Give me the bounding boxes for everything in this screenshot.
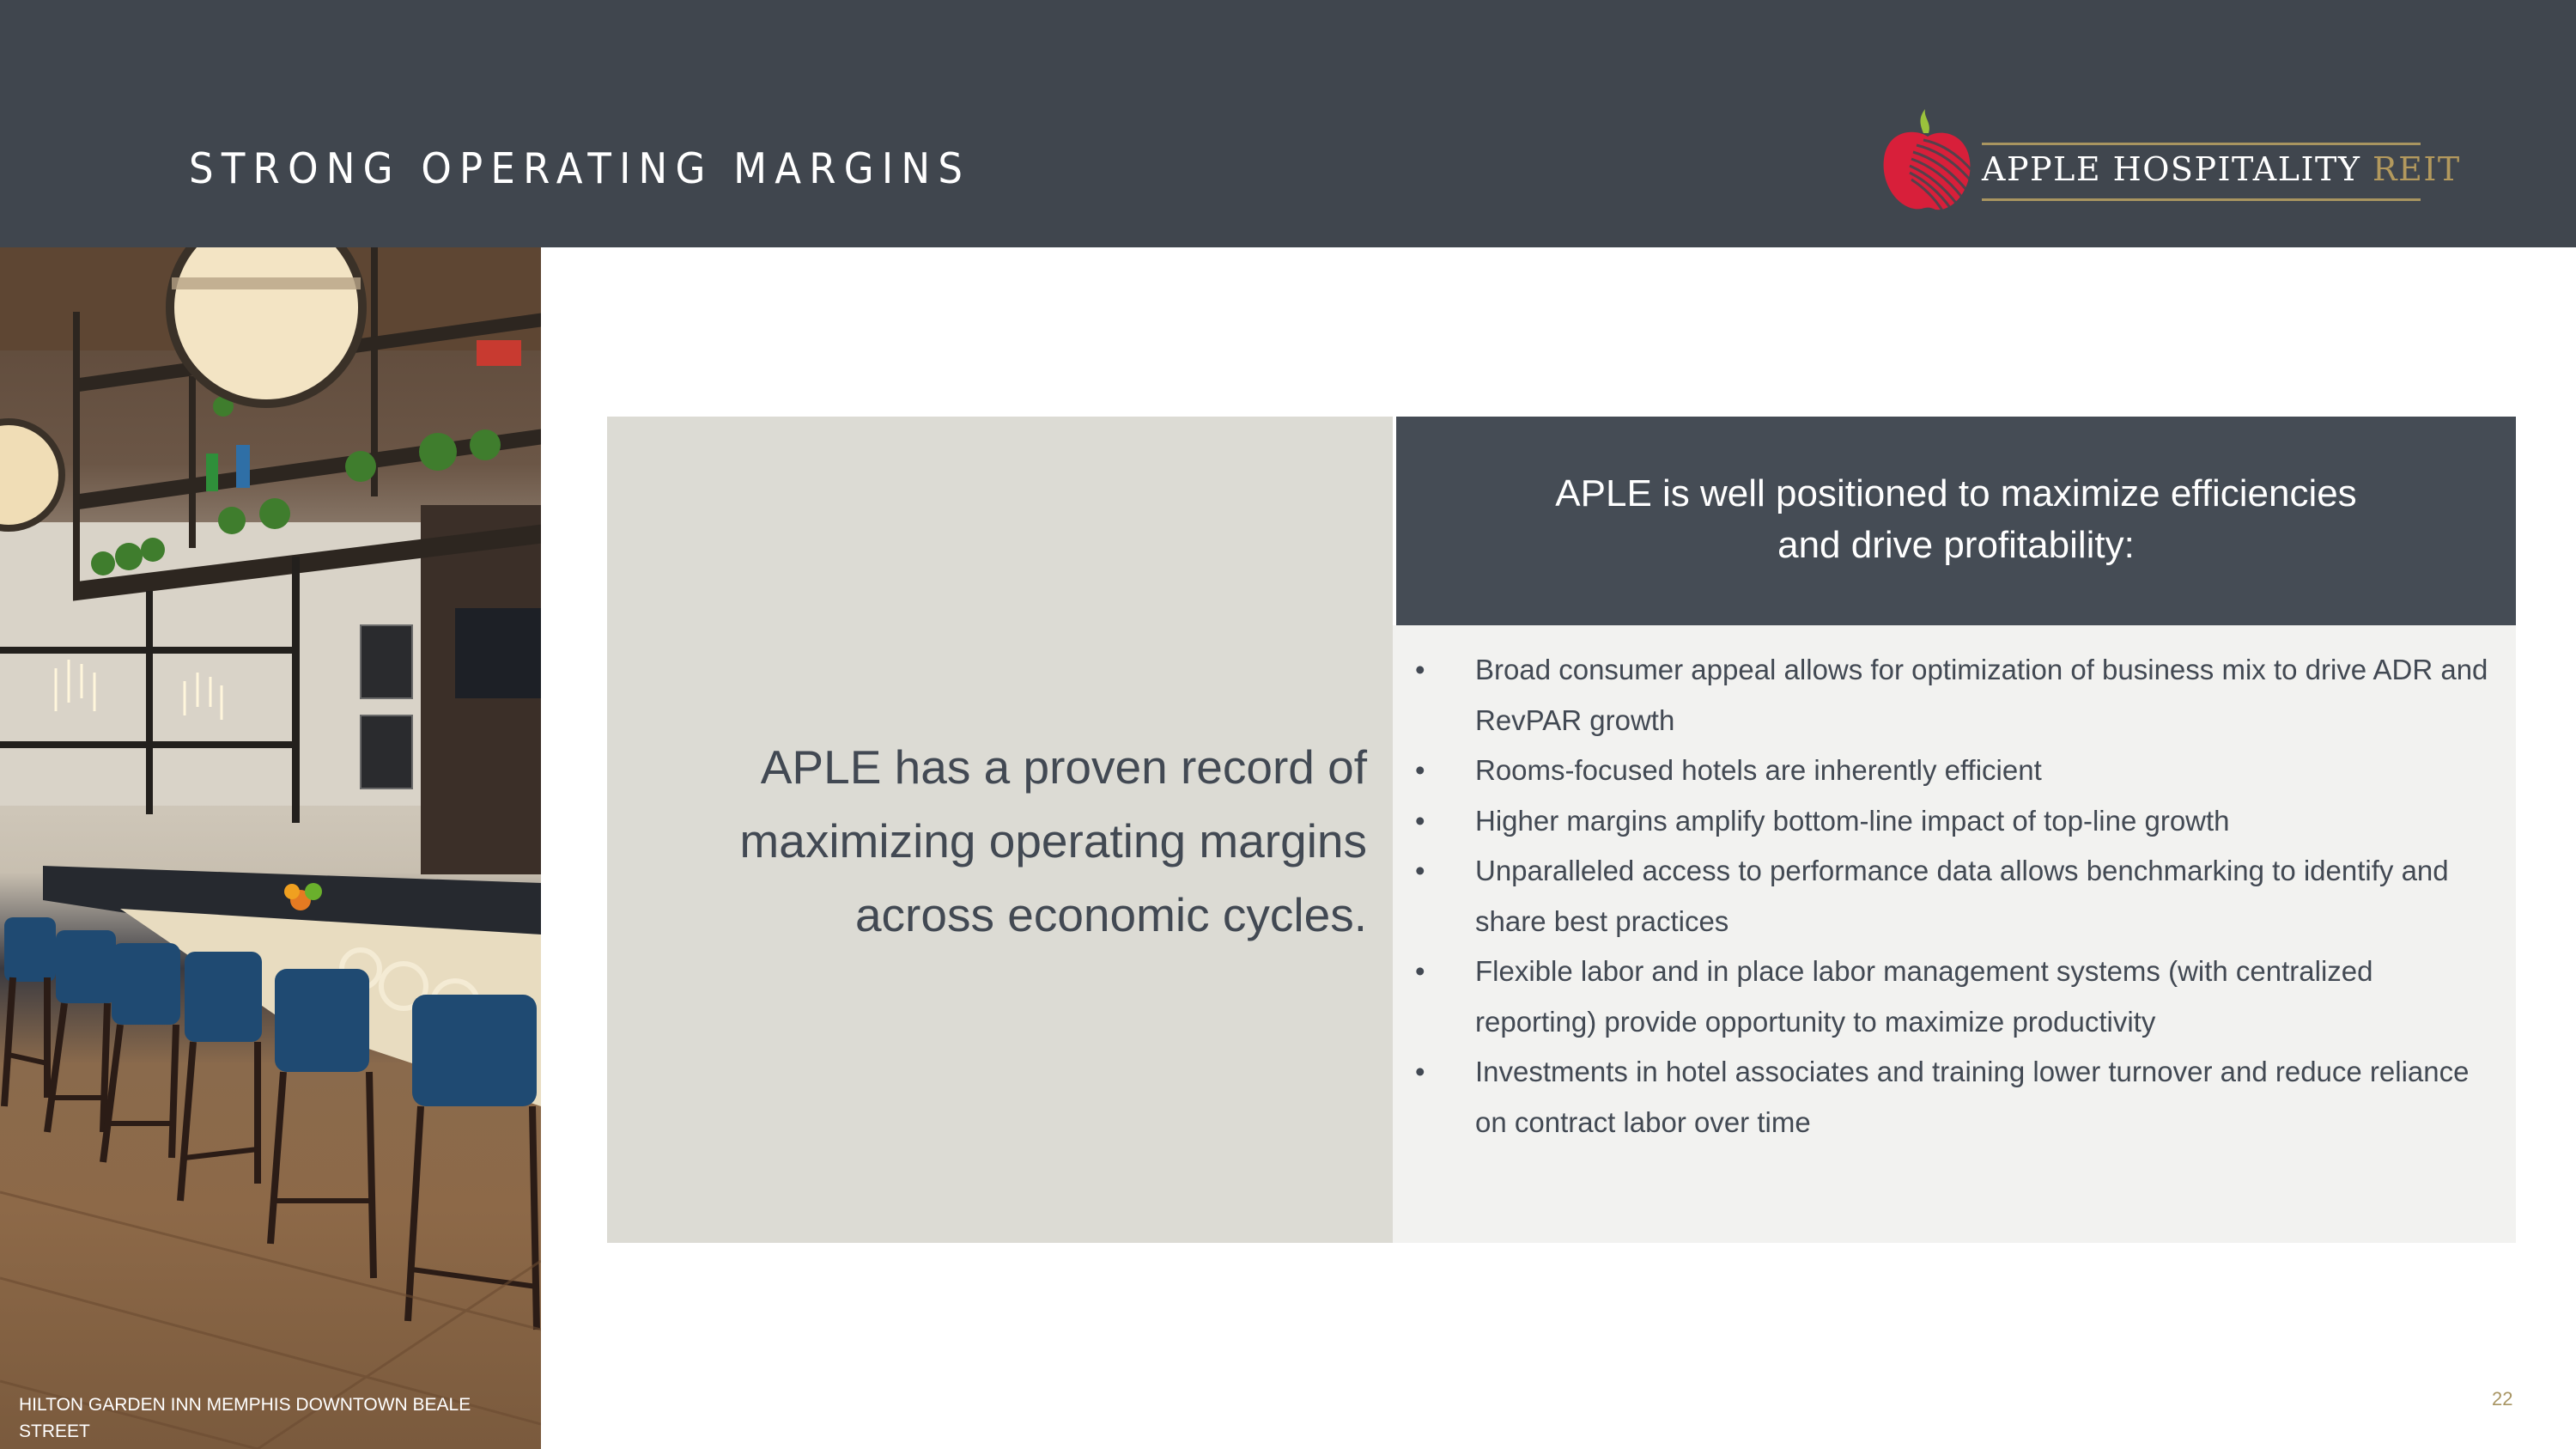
logo-rule-bottom bbox=[1982, 198, 2421, 201]
bullet-item bbox=[1393, 796, 2509, 847]
apple-logo-icon bbox=[1880, 107, 1975, 215]
bullet-item bbox=[1393, 1047, 2509, 1148]
bullet-list bbox=[1393, 645, 2509, 1148]
hotel-bar-illustration bbox=[0, 247, 541, 1449]
bullet-text: Higher margins amplify bottom-line impact of top-line growth bbox=[1475, 804, 2230, 837]
positioning-heading-panel bbox=[1396, 417, 2516, 625]
bullet-icon: • bbox=[1415, 855, 1425, 886]
hotel-photo bbox=[0, 247, 541, 1449]
bullet-item bbox=[1393, 645, 2509, 746]
company-logo bbox=[1880, 107, 2461, 215]
photo-caption: HILTON GARDEN INN MEMPHIS DOWNTOWN BEALE STREET bbox=[19, 1395, 471, 1441]
key-statement-panel bbox=[607, 417, 1393, 1243]
logo-wordmark bbox=[1982, 150, 2461, 188]
bullet-icon: • bbox=[1415, 754, 1425, 786]
bullet-icon: • bbox=[1415, 804, 1425, 837]
bullet-text: Broad consumer appeal allows for optimization of business mix to drive ADR and RevPAR growth bbox=[1475, 654, 2488, 736]
key-statement-line: maximizing operating margins bbox=[739, 814, 1367, 868]
key-statement-line: across economic cycles. bbox=[854, 888, 1367, 941]
positioning-heading-line: and drive profitability: bbox=[1777, 524, 2135, 566]
positioning-heading-line: APLE is well positioned to maximize efficiencies bbox=[1555, 472, 2357, 514]
bullet-text: Flexible labor and in place labor management systems (with centralized reporting) provide opportunity to maximize productivity bbox=[1475, 955, 2373, 1038]
bullet-icon: • bbox=[1415, 955, 1425, 987]
bullet-text: Unparalleled access to performance data allows benchmarking to identify and share best practices bbox=[1475, 855, 2449, 937]
positioning-bullets-panel bbox=[1393, 625, 2516, 1243]
logo-text-main: APPLE HOSPITALITY bbox=[1982, 150, 2361, 188]
header-bar bbox=[0, 0, 2576, 247]
bullet-icon: • bbox=[1415, 1056, 1425, 1087]
bullet-text: Investments in hotel associates and training lower turnover and reduce reliance on contract labor over time bbox=[1475, 1056, 2470, 1138]
slide-title: STRONG OPERATING MARGINS bbox=[189, 144, 971, 193]
logo-rule-top bbox=[1982, 143, 2421, 145]
positioning-heading bbox=[1396, 468, 2516, 571]
key-statement-line: APLE has a proven record of bbox=[760, 740, 1367, 794]
page-number: 22 bbox=[2492, 1388, 2513, 1409]
logo-text-accent: REIT bbox=[2372, 150, 2461, 188]
bullet-item bbox=[1393, 947, 2509, 1047]
bullet-text: Rooms-focused hotels are inherently efficient bbox=[1475, 754, 2042, 786]
bullet-item bbox=[1393, 846, 2509, 947]
bullet-icon: • bbox=[1415, 654, 1425, 685]
key-statement bbox=[629, 730, 1367, 952]
bullet-item bbox=[1393, 746, 2509, 796]
